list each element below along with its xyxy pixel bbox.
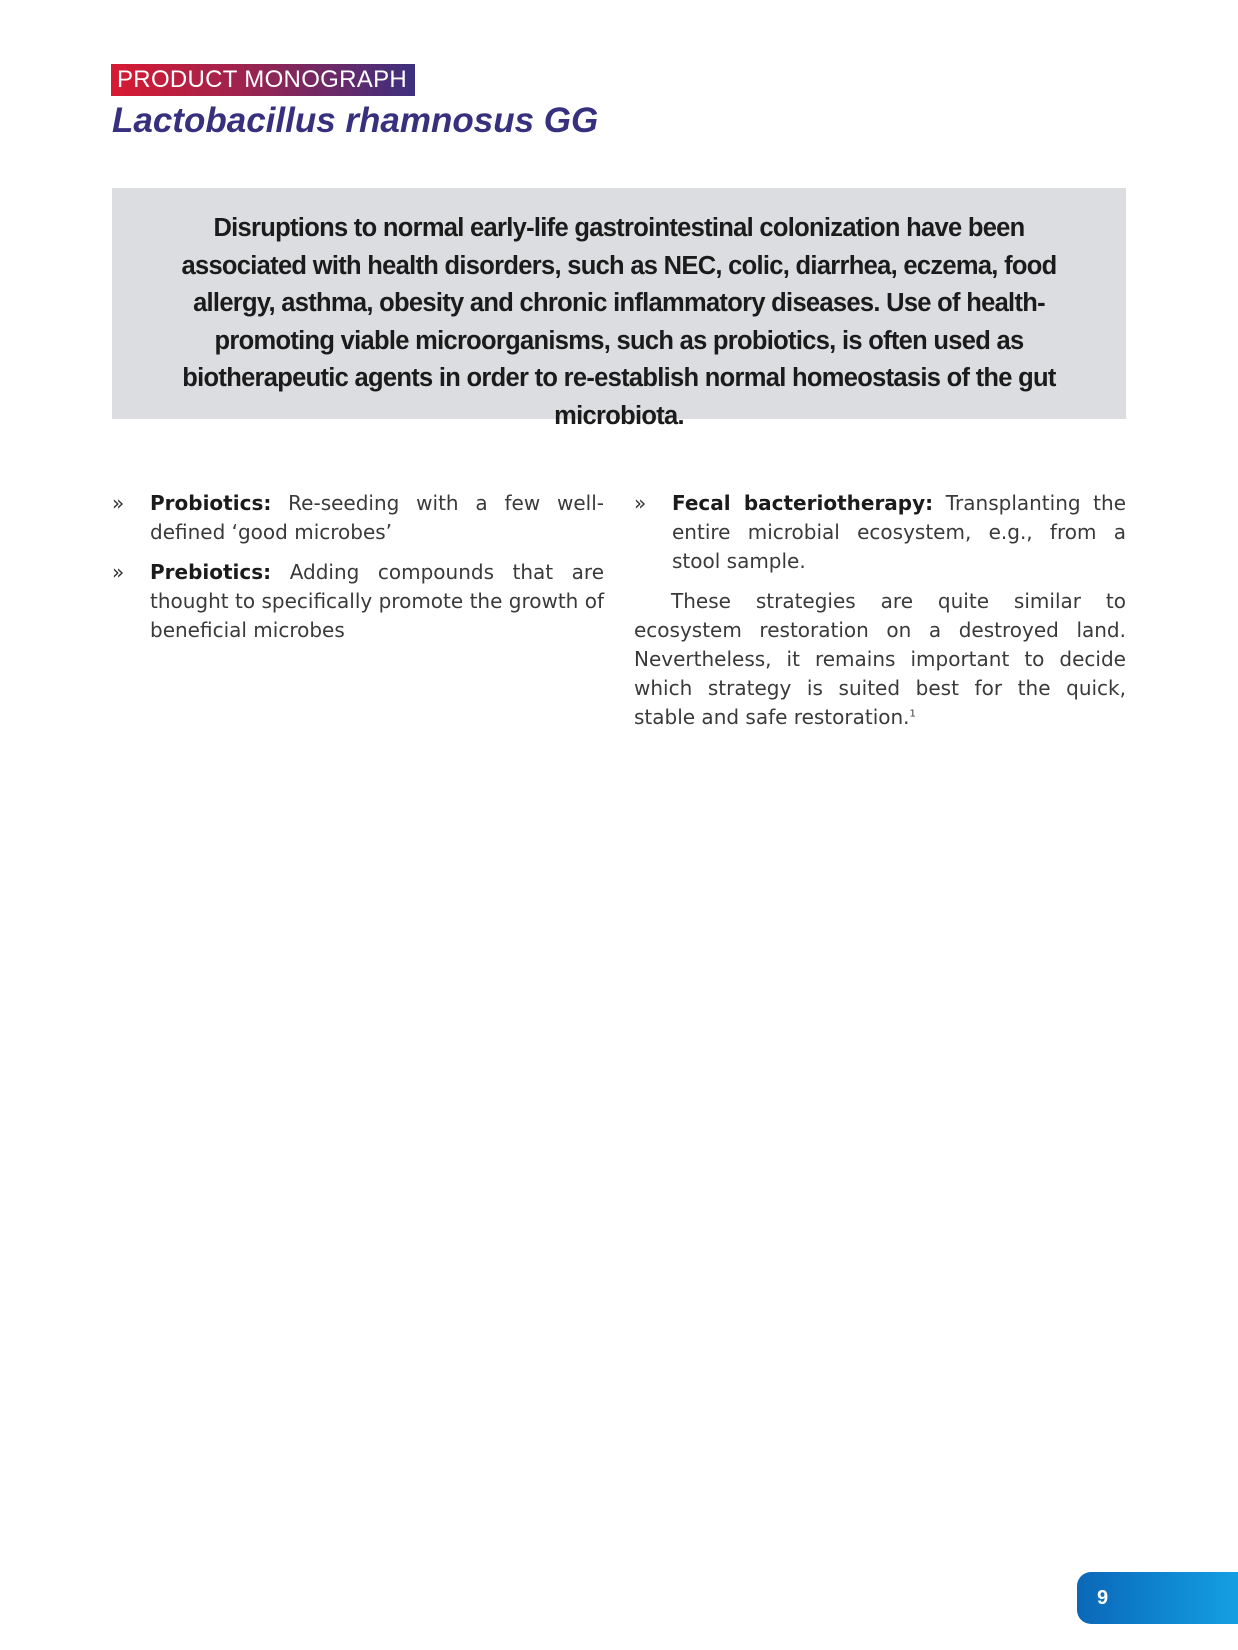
list-item-description: Adding compounds that are thought to specifically promote the growth of beneficial microbes [150,560,604,642]
reference-superscript: 1 [909,708,916,720]
summary-callout [112,188,1126,430]
list-item-fecal-bacteriotherapy [634,489,1126,576]
list-item-description: Re-seeding with a few well-defined ‘good microbes’ [150,491,604,544]
list-item-term: Probiotics: [150,491,272,515]
list-item-text [150,489,604,547]
bullet-marker-icon: » [112,491,125,515]
list-item-description: Transplanting the entire microbial ecosystem, e.g., from a stool sample. [672,491,1127,573]
right-column [634,489,1126,732]
bullet-marker-icon: » [112,560,125,584]
left-column [112,489,604,656]
body-paragraph-text: These strategies are quite similar to ecosystem restoration on a destroyed land. Nevertheless, it remains important to decide which strategy is suited best for the quick, stable and safe restoration. [634,589,1126,729]
page-number-tab [1077,1572,1238,1624]
bullet-marker-icon: » [634,491,647,515]
list-item-probiotics [112,489,604,547]
list-item-prebiotics [112,558,604,645]
list-item-text [672,489,1126,576]
list-item-term: Fecal bacteriotherapy: [672,491,934,515]
list-item-text [150,558,604,645]
list-item-term: Prebiotics: [150,560,272,584]
page-number: 9 [1097,1587,1109,1609]
callout-text: Disruptions to normal early-life gastrointestinal colonization have been associated with health disorders, such as NEC, colic, diarrhea, eczema, food allergy, asthma, obesity and chronic inflammatory diseases. Use of health-promoting viable microorganisms, such as probiotics, is often used as biotherapeutic agents in order to re-establish normal homeostasis of the gut microbiota. [181,214,1057,430]
body-paragraph [634,587,1126,732]
product-monograph-tag: PRODUCT MONOGRAPH [111,64,415,96]
page-title: Lactobacillus rhamnosus GG [112,101,599,140]
